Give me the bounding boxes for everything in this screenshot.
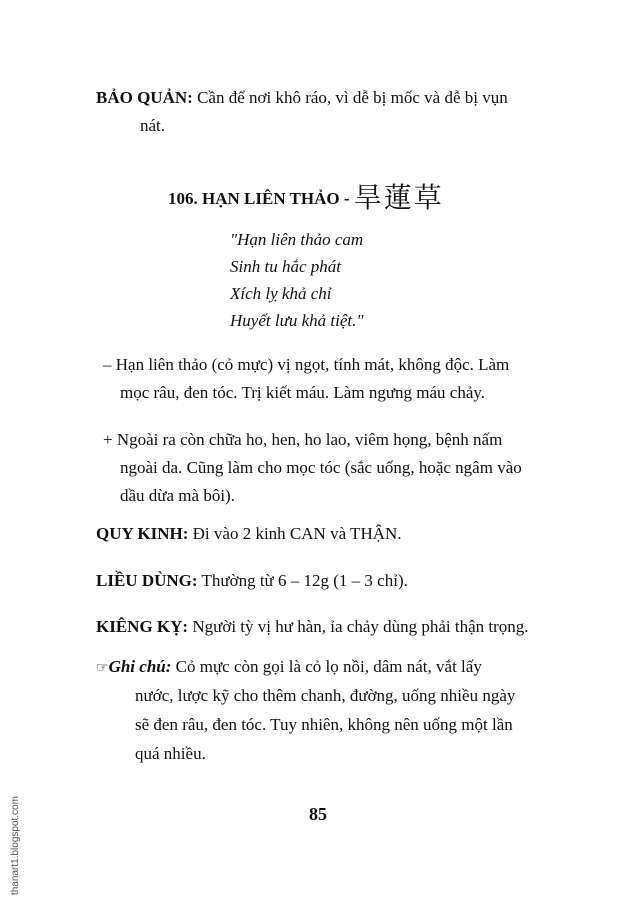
poem-line-3: Xích lỵ khả chỉ xyxy=(230,284,332,303)
ghi-chu-line-4: quá nhiều. xyxy=(135,744,206,763)
poem-line-2: Sinh tu hắc phát xyxy=(230,257,341,276)
para2-line-1: + Ngoài ra còn chữa ho, hen, ho lao, viêm họng, bệnh nấm xyxy=(103,430,503,449)
para2-line-2: ngoài da. Cũng làm cho mọc tóc (sắc uống, hoặc ngâm vào xyxy=(120,458,522,477)
para1-line-1: – Hạn liên thảo (cỏ mực) vị ngọt, tính mát, không độc. Làm xyxy=(103,355,510,374)
lieu-dung-text: Thường từ 6 – 12g (1 – 3 chỉ). xyxy=(197,571,408,590)
lieu-dung-label: LIỀU DÙNG: xyxy=(96,571,198,590)
poem-line-4: Huyết lưu khả tiệt." xyxy=(230,311,364,330)
pointing-hand-icon: ☞ xyxy=(96,660,109,676)
quy-kinh-text: Đi vào 2 kinh CAN và THẬN. xyxy=(188,524,402,543)
kieng-ky-line xyxy=(96,617,529,637)
bao-quan-text: Cần để nơi khô ráo, vì dễ bị mốc và dễ bị vụn xyxy=(192,88,508,107)
para2-line-3: dầu dừa mà bôi). xyxy=(120,486,235,505)
poem-line-1: "Hạn liên thảo cam xyxy=(230,230,364,249)
heading-han-characters: 旱蓮草 xyxy=(353,181,444,214)
kieng-ky-label: KIÊNG KỴ: xyxy=(96,617,189,636)
ghi-chu-line-1 xyxy=(96,657,482,678)
watermark-url: thanart1.blogspot.com xyxy=(10,796,21,895)
section-heading xyxy=(168,182,444,215)
kieng-ky-text: Người tỳ vị hư hàn, ỉa chảy dùng phải thận trọng. xyxy=(188,617,529,636)
ghi-chu-label: Ghi chú: xyxy=(108,657,172,676)
heading-title: 106. HẠN LIÊN THẢO - xyxy=(168,189,354,208)
page-number: 85 xyxy=(309,804,327,824)
bao-quan-line-1 xyxy=(96,88,508,108)
ghi-chu-line-2: nước, lược kỹ cho thêm chanh, đường, uống nhiều ngày xyxy=(135,686,516,705)
bao-quan-label: BẢO QUẢN: xyxy=(96,88,193,107)
ghi-chu-line-3: sẽ đen râu, đen tóc. Tuy nhiên, không nên uống một lần xyxy=(135,715,513,734)
lieu-dung-line xyxy=(96,571,408,591)
quy-kinh-label: QUY KINH: xyxy=(96,524,189,543)
quy-kinh-line xyxy=(96,524,402,544)
para1-line-2: mọc râu, đen tóc. Trị kiết máu. Làm ngưng máu chảy. xyxy=(120,383,486,402)
ghi-chu-text-1: Cỏ mực còn gọi là cỏ lọ nồi, dâm nát, vắt lấy xyxy=(171,657,482,676)
bao-quan-line-2: nát. xyxy=(140,116,166,135)
